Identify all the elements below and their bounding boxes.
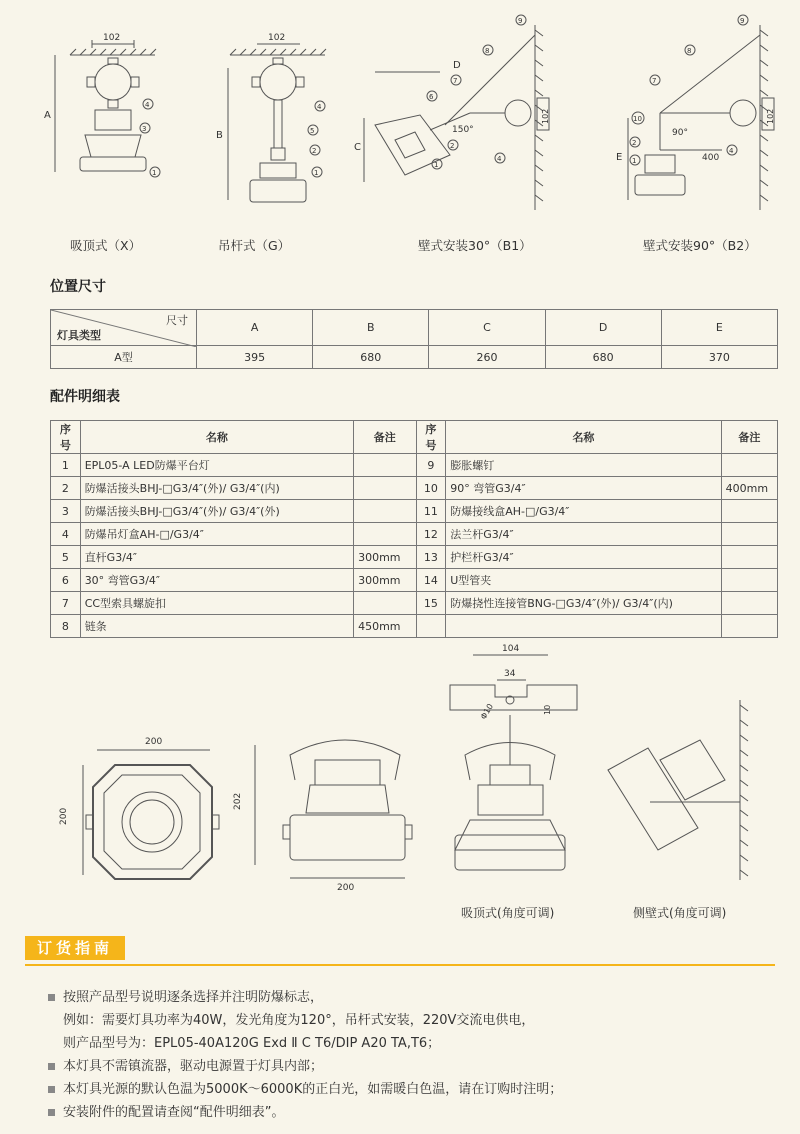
value-d: 680 [545,346,661,369]
part-name: 防爆活接头BHJ-□G3/4″(外)/ G3/4″(外) [80,500,353,523]
dim-e: E [616,152,623,163]
svg-text:4: 4 [497,155,502,163]
part-name [446,615,721,638]
part-name: 防爆活接头BHJ-□G3/4″(外)/ G3/4″(内) [80,477,353,500]
dim-102-g: 102 [268,33,286,43]
header-name-right: 名称 [446,421,721,454]
svg-text:3: 3 [142,125,147,133]
diagram-pendant-mount [216,33,326,202]
top-view [59,737,219,879]
part-note [721,500,777,523]
svg-text:2: 2 [632,139,637,147]
side-wall-view [608,700,748,880]
part-note [721,454,777,477]
svg-text:102: 102 [541,108,550,124]
svg-text:4: 4 [317,103,322,111]
part-note [354,500,416,523]
svg-text:1: 1 [434,161,439,169]
part-note: 300mm [354,569,416,592]
part-num: 15 [416,592,446,615]
angle-90: 90° [672,128,688,138]
part-num: 4 [51,523,81,546]
row-label: A型 [51,346,197,369]
dim-10: 10 [543,704,552,715]
svg-text:102: 102 [766,108,775,124]
part-note [721,523,777,546]
header-name-left: 名称 [80,421,353,454]
value-c: 260 [429,346,545,369]
parts-title: 配件明细表 [50,389,120,405]
angle-150: 150° [452,125,474,135]
part-num: 9 [416,454,446,477]
part-name: U型管夹 [446,569,721,592]
svg-text:7: 7 [652,77,657,85]
svg-text:10: 10 [633,115,642,123]
dim-102-x: 102 [103,33,121,43]
part-num: 14 [416,569,446,592]
ordering-list [48,986,768,1124]
part-num: 11 [416,500,446,523]
part-num: 12 [416,523,446,546]
ordering-divider [25,964,775,966]
product-drawings [0,640,800,930]
part-name: 防爆接线盒AH-□/G3/4″ [446,500,721,523]
dim-34: 34 [504,669,516,679]
ordering-item: 则产品型号为：EPL05-40A120G Exd Ⅱ C T6/DIP A20 TA,T6； [63,1036,441,1051]
bracket-detail [450,644,577,721]
part-note [721,615,777,638]
svg-text:5: 5 [310,127,315,135]
table-row [51,477,778,500]
bullet-square-icon [48,1086,55,1093]
table-row [51,569,778,592]
part-name: 护栏杆G3/4″ [446,546,721,569]
dim-400: 400 [702,153,720,163]
part-num: 8 [51,615,81,638]
dim-phi10: Φ10 [478,702,495,721]
col-header-c: C [429,310,545,346]
caption-side-wall-adjustable: 侧壁式(角度可调) [633,906,727,920]
part-num: 10 [416,477,446,500]
svg-text:2: 2 [312,147,317,155]
header-num-right: 序号 [416,421,446,454]
diagram-wall-30 [354,15,550,210]
svg-text:4: 4 [145,101,150,109]
part-num: 5 [51,546,81,569]
bullet-square-icon [48,1109,55,1116]
caption-ceiling: 吸顶式（X） [70,238,142,253]
col-header-e: E [661,310,777,346]
part-name: 法兰杆G3/4″ [446,523,721,546]
dim-d: D [453,60,461,71]
ordering-item: 按照产品型号说明逐条选择并注明防爆标志， [48,986,768,1009]
table-row [51,546,778,569]
installation-diagrams [0,0,800,260]
dim-200-height: 200 [59,807,69,825]
svg-text:1: 1 [632,157,637,165]
header-note-left: 备注 [354,421,416,454]
part-num: 1 [51,454,81,477]
dim-200-bottom: 200 [337,883,355,893]
part-note: 400mm [721,477,777,500]
part-note: 450mm [354,615,416,638]
caption-wall-30: 壁式安装30°（B1） [418,238,532,253]
part-name: 90° 弯管G3/4″ [446,477,721,500]
part-num: 7 [51,592,81,615]
table-row [51,454,778,477]
bullet-square-icon [48,994,55,1001]
part-note [354,477,416,500]
svg-text:8: 8 [485,47,490,55]
part-note [721,569,777,592]
part-name: 防爆挠性连接管BNG-□G3/4″(外)/ G3/4″(内) [446,592,721,615]
ordering-item: 安装附件的配置请查阅“配件明细表”。 [48,1101,768,1124]
dim-b: B [216,130,223,141]
dim-a: A [44,110,51,121]
value-b: 680 [313,346,429,369]
front-view [233,740,412,893]
header-note-right: 备注 [721,421,777,454]
part-note [354,454,416,477]
svg-text:9: 9 [740,17,745,25]
bullet-square-icon [48,1063,55,1070]
dim-104: 104 [502,644,520,654]
ordering-item: 本灯具光源的默认色温为5000K～6000K的正白光，如需暖白色温，请在订购时注明； [48,1078,768,1101]
col-header-a: A [197,310,313,346]
svg-text:6: 6 [429,93,434,101]
value-e: 370 [661,346,777,369]
part-name: CC型索具螺旋扣 [80,592,353,615]
svg-text:4: 4 [729,147,734,155]
svg-text:1: 1 [152,169,157,177]
part-num: 2 [51,477,81,500]
part-num [416,615,446,638]
svg-text:2: 2 [450,142,455,150]
table-corner [51,310,197,346]
part-name: 链条 [80,615,353,638]
part-name: 30° 弯管G3/4″ [80,569,353,592]
part-note [354,592,416,615]
caption-wall-90: 壁式安装90°（B2） [643,238,757,253]
table-row [51,523,778,546]
part-note [721,592,777,615]
col-header-d: D [545,310,661,346]
part-note: 300mm [354,546,416,569]
caption-ceiling-adjustable: 吸顶式(角度可调) [461,906,555,920]
part-num: 3 [51,500,81,523]
table-row [51,500,778,523]
ordering-header [25,937,775,966]
parts-table [50,420,778,638]
svg-text:9: 9 [518,17,523,25]
ordering-item: 例如：需要灯具功率为40W，发光角度为120°，吊杆式安装，220V交流电供电， [63,1013,535,1028]
ordering-title: 订货指南 [25,936,125,960]
part-name: 直杆G3/4″ [80,546,353,569]
part-note [354,523,416,546]
ordering-item: 本灯具不需镇流器，驱动电源置于灯具内部； [48,1055,768,1078]
part-name: 防爆吊灯盒AH-□/G3/4″ [80,523,353,546]
value-a: 395 [197,346,313,369]
corner-bottom-label: 灯具类型 [57,329,101,342]
part-name: EPL05-A LED防爆平台灯 [80,454,353,477]
dim-202: 202 [233,792,243,810]
table-row [51,592,778,615]
svg-text:1: 1 [314,169,319,177]
part-note [721,546,777,569]
part-num: 13 [416,546,446,569]
dimensions-table [50,309,778,369]
diagram-wall-90 [616,15,775,210]
table-row [51,615,778,638]
dim-200-width: 200 [145,737,163,747]
svg-text:8: 8 [687,47,692,55]
part-name: 膨胀螺钉 [446,454,721,477]
corner-top-label: 尺寸 [166,314,188,327]
ceiling-adjustable-view [455,715,565,870]
col-header-b: B [313,310,429,346]
diagram-ceiling-mount [44,33,160,177]
dimensions-title: 位置尺寸 [50,279,106,295]
caption-pendant: 吊杆式（G） [218,238,291,253]
svg-text:7: 7 [453,77,458,85]
header-num-left: 序号 [51,421,81,454]
part-num: 6 [51,569,81,592]
dim-c: C [354,142,361,153]
